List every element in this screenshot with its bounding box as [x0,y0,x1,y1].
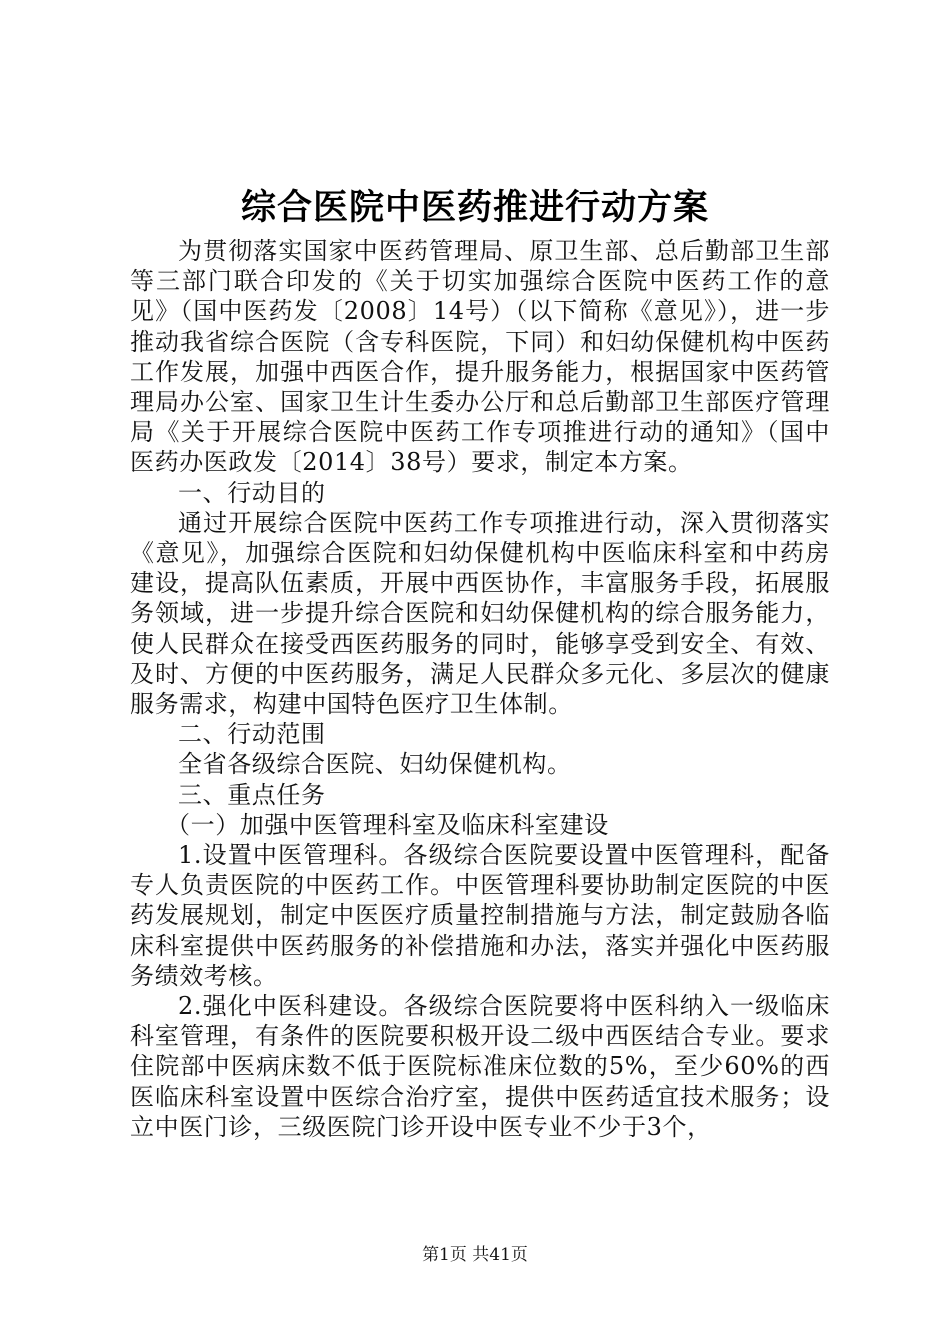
task-paragraph-1: 1.设置中医管理科。各级综合医院要设置中医管理科，配备专人负责医院的中医药工作。中医管理科要协助制定医院的中医药发展规划，制定中医医疗质量控制措施与方法，制定鼓励各临床科室提供中医药服务的补偿措施和办法，落实并强化中医药服务绩效考核。 [130,841,830,990]
document-title: 综合医院中医药推进行动方案 [240,188,709,228]
section-heading-purpose: 一、行动目的 [178,478,326,507]
task-paragraph-2: 2.强化中医科建设。各级综合医院要将中医科纳入一级临床科室管理，有条件的医院要积极开设二级中西医结合专业。要求住院部中医病床数不低于医院标准床位数的5%，至少60%的西医临床科室设置中医综合治疗室，提供中医药适宜技术服务；设立中医门诊，三级医院门诊开设中医专业不少于3个， [130,992,830,1141]
purpose-paragraph: 通过开展综合医院中医药工作专项推进行动，深入贯彻落实《意见》，加强综合医院和妇幼保健机构中医临床科室和中药房建设，提高队伍素质，开展中西医协作，丰富服务手段，拓展服务领域，进一步提升综合医院和妇幼保健机构的综合服务能力，使人民群众在接受西医药服务的同时，能够享受到安全、有效、及时、方便的中医药服务，满足人民群众多元化、多层次的健康服务需求，构建中国特色医疗卫生体制。 [130,508,830,719]
document-body [130,236,830,1142]
scope-paragraph: 全省各级综合医院、妇幼保健机构。 [178,750,572,779]
section-heading-tasks: 三、重点任务 [178,780,326,809]
section-heading-scope: 二、行动范围 [178,720,326,749]
subsection-heading-departments: （一）加强中医管理科室及临床科室建设 [166,810,609,839]
intro-paragraph: 为贯彻落实国家中医药管理局、原卫生部、总后勤部卫生部等三部门联合印发的《关于切实加强综合医院中医药工作的意见》（国中医药发〔2008〕14号）（以下简称《意见》），进一步推动我省综合医院（含专科医院，下同）和妇幼保健机构中医药工作发展，加强中西医合作，提升服务能力，根据国家中医药管理局办公室、国家卫生计生委办公厅和总后勤部卫生部医疗管理局《关于开展综合医院中医药工作专项推进行动的通知》（国中医药办医政发〔2014〕38号）要求，制定本方案。 [130,237,830,477]
page-footer: 第1页 共41页 [422,1245,528,1265]
